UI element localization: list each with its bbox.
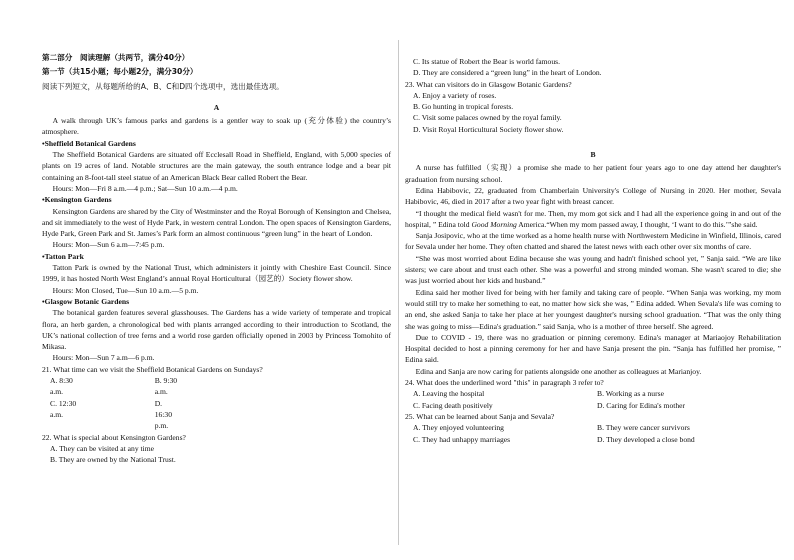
kensington-hours: Hours: Mon—Sun 6 a.m—7:45 p.m. — [52, 240, 165, 250]
question-21-options — [42, 375, 259, 431]
q23-option-b: B. Go hunting in tropical forests. — [413, 102, 514, 112]
question-22: 22. What is special about Kensington Gardens? — [42, 432, 186, 442]
passage-b-p7: Due to COVID - 19, there was no graduation or pinning ceremony. Edina's manager at Mariaojoy Rehabilitation Hospital decided to host a pinning ceremony for her and have Sanja present the pin. “Sanja has fulfilled her promise, ” Edina said. — [405, 332, 781, 365]
p3-part-2: America.“When my mom passed away, I thought, ‘I want to do this.’”she said. — [516, 219, 758, 229]
left-column — [42, 52, 391, 465]
section-heading: 第一节（共15小题；每小题2分，满分30分） — [42, 67, 198, 77]
q23-option-c: C. Visit some palaces owned by the royal family. — [413, 113, 562, 123]
question-25: 25. What can be learned about Sanja and Sevala? — [405, 411, 555, 421]
q22-option-d: D. They are considered a “green lung” in the heart of London. — [413, 68, 602, 78]
question-21: 21. What time can we visit the Sheffield Botanical Gardens on Sundays? — [42, 364, 263, 374]
sheffield-hours: Hours: Mon—Fri 8 a.m.—4 p.m.; Sat—Sun 10 a.m.—4 p.m. — [52, 183, 238, 193]
q24-option-d: D. Caring for Edina's mother — [597, 400, 686, 410]
glasgow-text: The botanical garden features several glasshouses. The Gardens has a wide variety of temperate and tropical flora, an herb garden, a chronological bed with plants arranged according to their introduction to Scotland, the UK’s national collection of tree ferns and a world rose garden officially opened in 2003 by Princess Tomohito of Mikasa. — [42, 308, 391, 352]
tatton-hours: Hours: Mon Closed, Tue—Sun 10 a.m.—5 p.m. — [52, 285, 199, 295]
q22-option-c: C. Its statue of Robert the Bear is world famous. — [413, 57, 560, 66]
tatton-text: Tatton Park is owned by the National Trust, which administers it jointly with Cheshire East Council. Since 1999, it has hosted North West England’s annual Royal Horticultural（园艺的）Society flower show. — [42, 263, 391, 284]
q24-option-a: A. Leaving the hospital — [413, 389, 485, 399]
q23-option-d: D. Visit Royal Horticultural Society flower show. — [413, 124, 564, 134]
passage-b-p2: Edina Habibovic, 22, graduated from Chamberlain University's College of Nursing in 2020. Her mother, Sevala Habibovic, 46, died in 2017 after a two year fight with breast cancer. — [405, 185, 781, 207]
q25-option-a: A. They enjoyed volunteering — [413, 423, 504, 433]
passage-a-letter: A — [213, 102, 220, 112]
passage-a-intro: A walk through UK’s famous parks and gardens is a gentler way to soak up (充分体验) the country’s atmosphere. — [42, 116, 391, 137]
q21-option-b: B. 9:30 a.m. — [154, 376, 178, 397]
passage-b-p3 — [405, 208, 781, 231]
sheffield-text: The Sheffield Botanical Gardens are situated off Ecclesall Road in Sheffield, England, with 5,000 species of plants on 19 acres of land. Notable structures are the main gateway, the south entrance lodge and a bear pit containing an 8-foot-tall steel statue of an American Black Bear called Robert the Bear. — [42, 150, 391, 182]
passage-b-p5: “She was most worried about Edina because she was young and hadn't finished school yet, ” Sanja said. “We are like sisters; we care about and trust each other. She was a powerful and strong minded woman. She wasn't scared to die; she was just worried about her kids and husband.” — [405, 253, 781, 286]
question-23: 23. What can visitors do in Glasgow Botanic Gardens? — [405, 79, 572, 89]
tatton-title: •Tatton Park — [42, 251, 84, 261]
q21-option-a: A. 8:30 a.m. — [50, 376, 73, 397]
part-heading: 第二部分 阅读理解（共两节，满分40分） — [42, 53, 190, 62]
passage-b-p8: Edina and Sanja are now caring for patients alongside one another as colleagues at Marianjoy. — [415, 366, 702, 376]
q25-option-c: C. They had unhappy marriages — [413, 434, 511, 444]
glasgow-title: •Glasgow Botanic Gardens — [42, 296, 130, 306]
sheffield-title: •Sheffield Botanical Gardens — [42, 138, 136, 148]
kensington-text: Kensington Gardens are shared by the City of Westminster and the Royal Borough of Kensington and Chelsea, and sit immediately to the west of Hyde Park, in western central London. The open spaces of Kensington Gardens, Hyde Park, Green Park and St. James’s Park form an almost continuous “green lung” in the heart of London. — [42, 206, 391, 239]
instruction: 阅读下列短文，从每题所给的A、B、C和D四个选项中，选出最佳选项。 — [42, 81, 284, 91]
p3-part-1: “I thought the medical field wasn't for me. Then, my mom got sick and I had all the experience going in and out of the hospital, ” Edina told — [405, 208, 781, 229]
q24-option-b: B. Working as a nurse — [597, 389, 664, 399]
q22-option-b: B. They are owned by the National Trust. — [50, 455, 176, 465]
q25-option-d: D. They developed a close bond — [597, 434, 695, 444]
right-column — [405, 56, 781, 445]
question-24: 24. What does the underlined word "this" in paragraph 3 refer to? — [405, 378, 604, 388]
kensington-title: •Kensington Gardens — [42, 195, 112, 205]
q21-option-c: C. 12:30 a.m. — [50, 398, 77, 419]
p3-italic: Good Morning — [471, 219, 517, 229]
passage-b-p1: A nurse has fulfilled（实现）a promise she made to her patient four years ago to one day attend her daughter's graduation from nursing school. — [405, 163, 781, 184]
passage-b-p4: Sanja Josipovic, who at the time worked as a home health nurse with Northwestern Medicine in Winfield, Illinois, cared for Sevala under her home. They often chatted and shared the latest news with each other over six months of care. — [405, 231, 781, 252]
passage-b-letter: B — [590, 150, 596, 160]
q25-option-b: B. They were cancer survivors — [597, 423, 690, 433]
column-divider — [398, 40, 399, 545]
q25-row-2 — [405, 434, 781, 445]
passage-b-p6: Edina said her mother lived for being with her family and taking care of people. “When Sanja was working, my mom would still try to make her something to eat, no matter how sick she was, ” Edina added. When Sevala's life was coming to an end, she asked Sanja to take her place at her youngest daughter's nursing school graduation. “That was the only thing she was going to miss—Edina's graduation.” said Sanja, who is a mother of three herself. She agreed. — [405, 287, 781, 331]
q23-option-a: A. Enjoy a variety of roses. — [413, 90, 497, 100]
q25-row-1 — [405, 422, 781, 433]
q24-row-1 — [405, 388, 781, 399]
q24-row-2 — [405, 400, 781, 411]
q22-option-a: A. They can be visited at any time — [50, 443, 155, 453]
glasgow-hours: Hours: Mon—Sun 7 a.m—6 p.m. — [52, 353, 155, 363]
q24-option-c: C. Facing death positively — [413, 400, 493, 410]
q21-option-d: D. 16:30 p.m. — [154, 398, 172, 431]
